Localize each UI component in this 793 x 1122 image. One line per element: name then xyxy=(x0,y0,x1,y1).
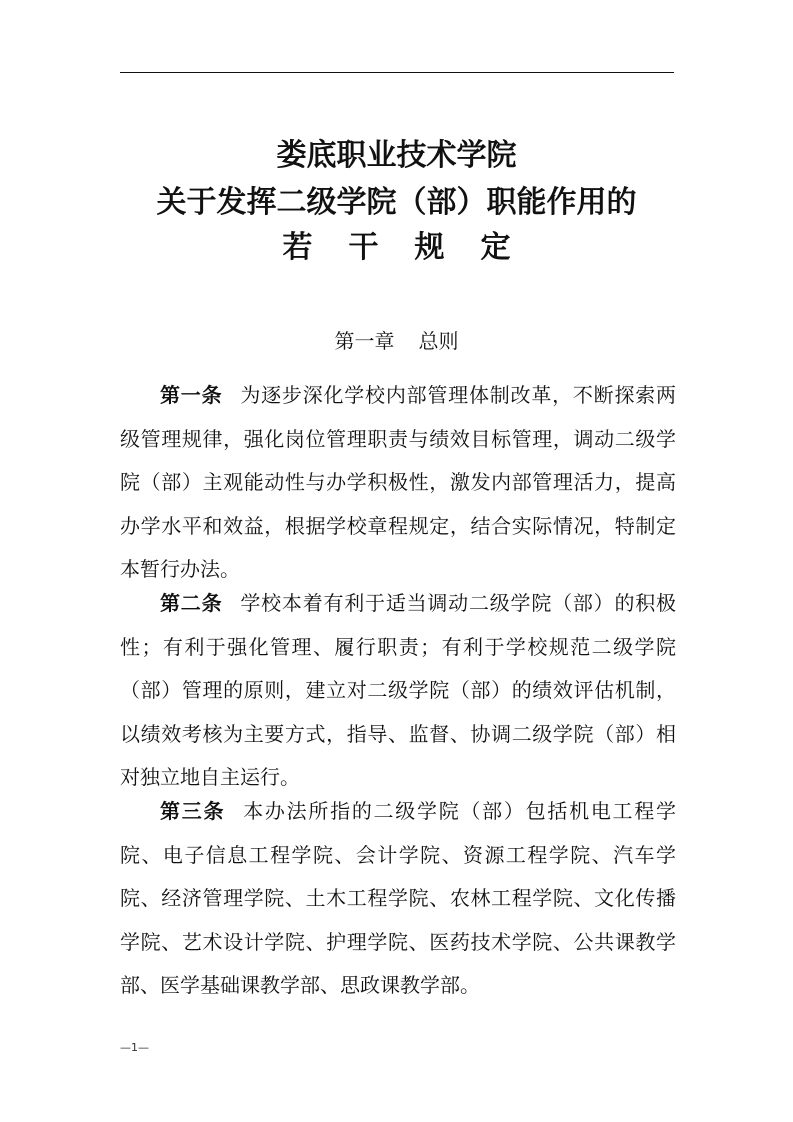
title-char: 定 xyxy=(480,230,511,265)
document-title-line-1: 娄底职业技术学院 xyxy=(276,138,517,173)
chapter-heading xyxy=(0,326,793,356)
title-char: 规 xyxy=(414,230,445,265)
chapter-title: 总则 xyxy=(418,329,459,353)
article-label: 第二条 xyxy=(160,591,223,615)
chapter-label: 第一章 xyxy=(334,329,395,353)
article-text: 学校本着有利于适当调动二级学院（部）的积极性；有利于强化管理、履行职责；有利于学校规范二级学院（部）管理的原则，建立对二级学院（部）的绩效评估机制，以绩效考核为主要方式，指导、监督、协调二级学院（部）相对独立地自主运行。 xyxy=(120,591,677,789)
article-text: 为逐步深化学校内部管理体制改革，不断探索两级管理规律，强化岗位管理职责与绩效目标管理，调动二级学院（部）主观能动性与办学积极性，激发内部管理活力，提高办学水平和效益，根据学校章程规定，结合实际情况，特制定本暂行办法。 xyxy=(120,383,677,581)
title-char: 若 xyxy=(282,230,313,265)
article-label: 第一条 xyxy=(160,383,223,407)
document-title-line-3 xyxy=(0,228,793,268)
article-3 xyxy=(120,790,676,1008)
article-1 xyxy=(120,374,676,592)
header-rule xyxy=(120,72,674,73)
title-char: 干 xyxy=(348,230,379,265)
article-2 xyxy=(120,582,676,800)
article-text: 本办法所指的二级学院（部）包括机电工程学院、电子信息工程学院、会计学院、资源工程学院、汽车学院、经济管理学院、土木工程学院、农林工程学院、文化传播学院、艺术设计学院、护理学院、医药技术学院、公共课教学部、医学基础课教学部、思政课教学部。 xyxy=(120,799,677,997)
article-label: 第三条 xyxy=(160,799,226,823)
page-number: —1— xyxy=(120,1041,149,1054)
document-title-line-2: 关于发挥二级学院（部）职能作用的 xyxy=(156,185,637,220)
